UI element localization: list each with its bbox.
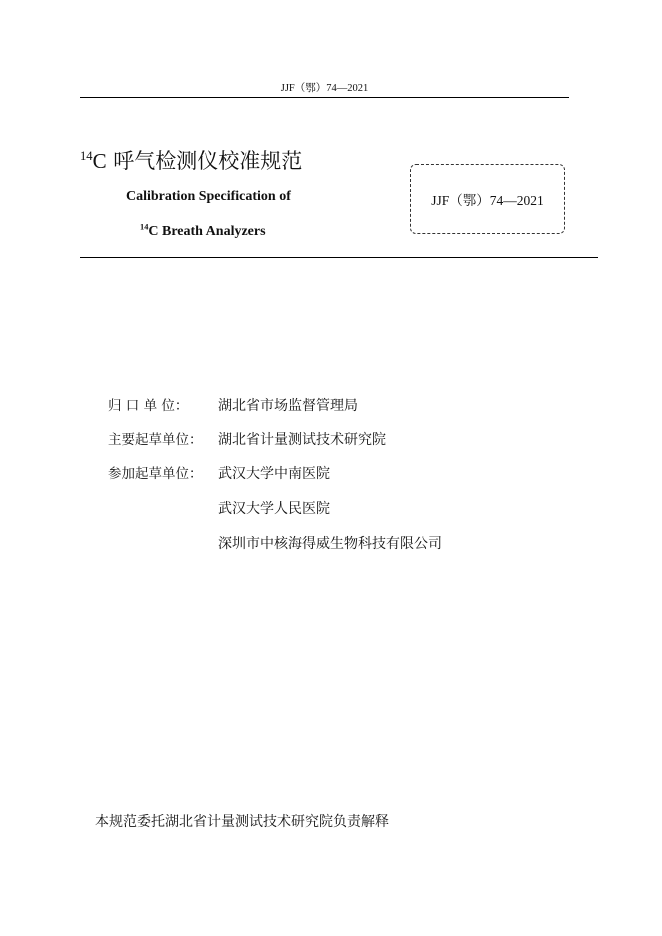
english-title-line1: Calibration Specification of <box>126 189 291 204</box>
english-title-isotope-superscript: 14 <box>140 222 149 232</box>
participating-units-label: 参加起草单位： <box>108 466 203 482</box>
title-isotope-superscript: 14 <box>80 149 93 163</box>
participating-unit-2: 武汉大学人民医院 <box>218 501 330 517</box>
main-drafting-unit-label: 主要起草单位： <box>108 432 203 448</box>
responsible-unit-label: 归 口 单 位： <box>108 398 189 414</box>
responsible-unit-value: 湖北省市场监督管理局 <box>218 398 358 414</box>
participating-unit-1: 武汉大学中南医院 <box>218 466 330 482</box>
title-rule <box>80 257 598 258</box>
header-rule <box>80 97 569 98</box>
specification-code: JJF（鄂）74—2021 <box>431 193 544 208</box>
english-title-line2 <box>140 222 266 242</box>
chinese-title <box>80 146 302 176</box>
participating-unit-3: 深圳市中核海得威生物科技有限公司 <box>218 536 442 552</box>
english-title-line2-text: C Breath Analyzers <box>148 224 266 239</box>
specification-code-box <box>410 164 565 234</box>
main-drafting-unit-value: 湖北省计量测试技术研究院 <box>218 432 386 448</box>
running-header-code: JJF（鄂）74—2021 <box>280 83 369 94</box>
interpretation-statement: 本规范委托湖北省计量测试技术研究院负责解释 <box>95 814 389 830</box>
title-isotope-letter: C <box>92 149 107 173</box>
title-zh-text: 呼气检测仪校准规范 <box>113 149 303 173</box>
